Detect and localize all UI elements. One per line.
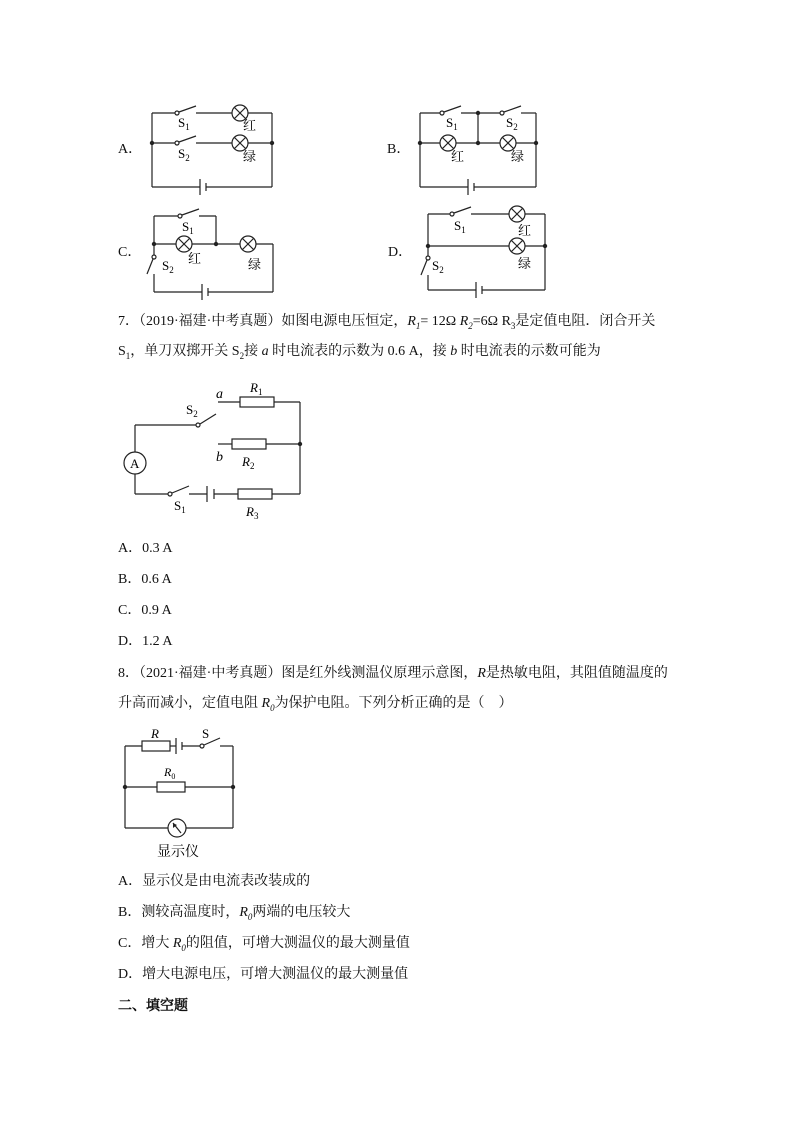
red-lamp-label: 红	[518, 223, 532, 238]
q8-option-a: A．显示仪是由电流表改装成的	[118, 874, 311, 889]
r-label: R	[151, 726, 159, 741]
q7-circuit-diagram	[118, 372, 318, 522]
q7-option-d: D．1.2 A	[118, 634, 173, 649]
display-label: 显示仪	[157, 845, 199, 860]
s1-label: $S_1$	[174, 498, 186, 515]
contact-b-label: b	[216, 450, 223, 465]
s1-label: $S_1$	[182, 219, 194, 236]
r0-label: $R_0$	[164, 765, 176, 781]
s2-label: $S_2$	[506, 115, 518, 132]
q7-option-c: C．0.9 A	[118, 603, 172, 618]
section-title-fill-in: 二、填空题	[118, 999, 188, 1014]
s2-label: $S_2$	[432, 258, 444, 275]
option-b-label: B．	[387, 142, 411, 157]
green-lamp-label: 绿	[518, 256, 532, 271]
q8-circuit-diagram	[118, 724, 248, 862]
option-c-label: C．	[118, 245, 142, 260]
option-d-label: D．	[388, 245, 413, 260]
contact-a-label: a	[216, 387, 223, 402]
r1-label: $R_1$	[250, 380, 263, 397]
r3-label: $R_3$	[246, 504, 259, 521]
q7-option-b: B．0.6 A	[118, 572, 172, 587]
green-lamp-label: 绿	[243, 149, 257, 164]
q7-stem-line1: 7．（2019·福建·中考真题）如图电源电压恒定，$R_1= 12\Omega$ $R_2=6\Omega$ $R_3$是定值电阻．闭合开关	[118, 314, 656, 331]
r2-label: $R_2$	[242, 454, 255, 471]
green-lamp-label: 绿	[511, 149, 525, 164]
circuit-diagram-option-b	[408, 95, 558, 195]
red-lamp-label: 红	[451, 149, 465, 164]
circuit-diagram-option-a	[140, 95, 290, 195]
q8-option-c: C．增大 $R_0$的阻值，可增大测温仪的最大测量值	[118, 936, 410, 953]
q8-stem-line2: 升高而减小，定值电阻 $R_0$为保护电阻。下列分析正确的是（ ）	[118, 696, 513, 713]
q8-option-d: D．增大电源电压，可增大测温仪的最大测量值	[118, 967, 409, 982]
s1-label: $S_1$	[446, 115, 458, 132]
q8-stem-line1: 8．（2021·福建·中考真题）图是红外线测温仪原理示意图，R是热敏电阻，其阻值随温度的	[118, 666, 668, 681]
s1-label: $S_1$	[178, 115, 190, 132]
ammeter-label: A	[130, 456, 140, 471]
s2-label: $S_2$	[178, 146, 190, 163]
circuit-diagram-option-c	[140, 200, 290, 300]
s2-label: $S_2$	[186, 402, 198, 419]
q8-option-b: B．测较高温度时，$R_0$两端的电压较大	[118, 905, 351, 922]
s2-label: $S_2$	[162, 258, 174, 275]
option-a-label: A．	[118, 142, 143, 157]
red-lamp-label: 红	[243, 118, 257, 133]
s-label: S	[202, 726, 210, 741]
q7-option-a: A．0.3 A	[118, 541, 173, 556]
circuit-diagram-option-d	[410, 200, 560, 300]
q7-stem-line2: $S_1$，单刀双掷开关 $S_2$接 a 时电流表的示数为 0.6 A，接 b 时电流表的示数可能为	[118, 344, 601, 361]
red-lamp-label: 红	[188, 251, 202, 266]
s1-label: $S_1$	[454, 218, 466, 235]
green-lamp-label: 绿	[248, 257, 262, 272]
